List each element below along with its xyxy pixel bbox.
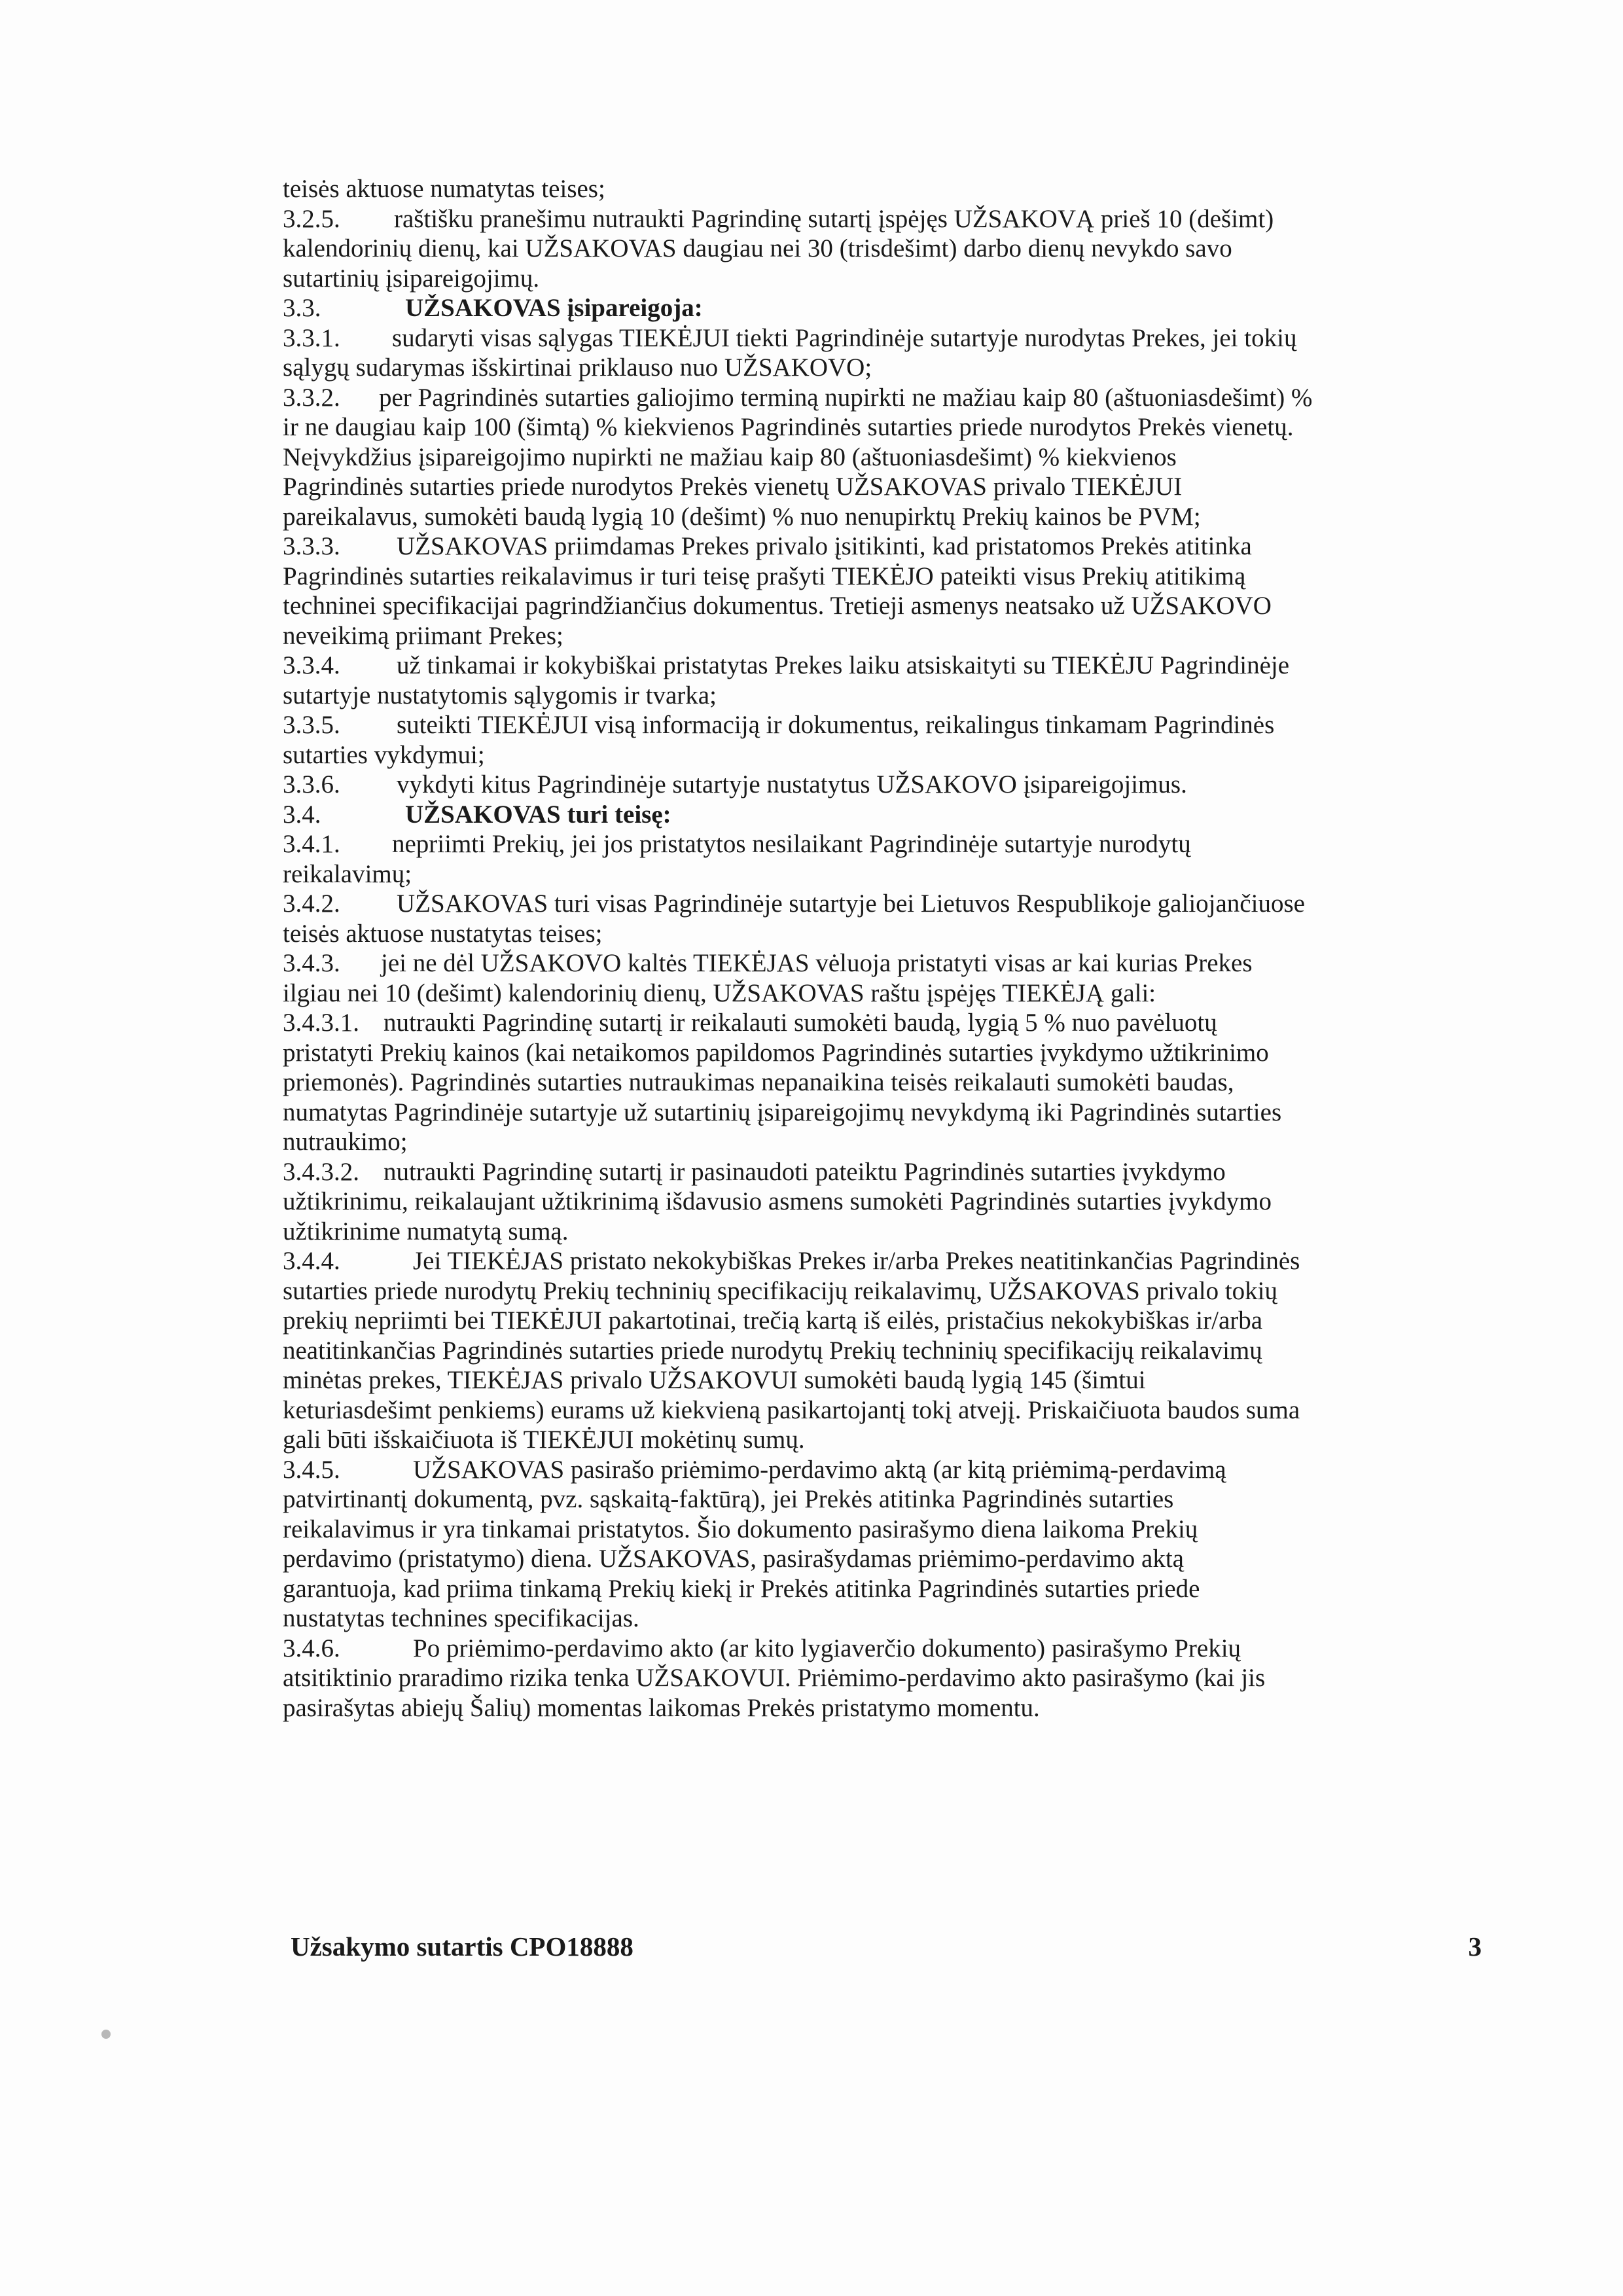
clause-text: jei ne dėl UŽSAKOVO kaltės TIEKĖJAS vėluoja pristatyti visas ar kai kurias Prekes [381, 949, 1253, 977]
clause-line [283, 1008, 1480, 1038]
clause-number: 3.3. [283, 294, 321, 322]
clause-number: 3.4.1. [283, 830, 340, 858]
clause-text: Po priėmimo-perdavimo akto (ar kito lygiaverčio dokumento) pasirašymo Prekių [413, 1634, 1241, 1662]
clause-number: 3.4.3.2. [283, 1157, 359, 1186]
clause-text: reikalavimų; [283, 859, 412, 888]
text-line [283, 1604, 1480, 1634]
clause-text: suteikti TIEKĖJUI visą informaciją ir dokumentus, reikalingus tinkamam Pagrindinės [397, 711, 1275, 739]
clause-text: sutarties priede nurodytų Prekių techninių specifikacijų reikalavimų, UŽSAKOVAS privalo tokių [283, 1276, 1277, 1305]
clause-text: sutarties vykdymui; [283, 740, 485, 769]
clause-text: sutartyje nustatytomis sąlygomis ir tvarka; [283, 681, 717, 709]
text-line [283, 412, 1480, 442]
text-line [283, 1276, 1480, 1306]
clause-text: keturiasdešimt penkiems) eurams už kiekvieną pasikartojantį tokį atvejį. Priskaičiuota baudos suma [283, 1395, 1300, 1424]
clause-text: sutartinių įsipareigojimų. [283, 264, 540, 293]
clause-text: raštišku pranešimu nutraukti Pagrindinę sutartį įspėjęs UŽSAKOVĄ prieš 10 (dešimt) [394, 204, 1274, 233]
clause-number: 3.4.6. [283, 1634, 340, 1662]
clause-text: UŽSAKOVAS priimdamas Prekes privalo įsitikinti, kad pristatomos Prekės atitinka [397, 532, 1252, 560]
clause-text: ilgiau nei 10 (dešimt) kalendorinių dienų, UŽSAKOVAS raštu įspėjęs TIEKĖJĄ gali: [283, 978, 1156, 1007]
clause-line [283, 1157, 1480, 1187]
clause-text: teisės aktuose nustatytas teises; [283, 919, 603, 948]
clause-text: vykdyti kitus Pagrindinėje sutartyje nustatytus UŽSAKOVO įsipareigojimus. [397, 770, 1187, 798]
clause-text: Pagrindinės sutarties priede nurodytos Prekės vienetų UŽSAKOVAS privalo TIEKĖJUI [283, 473, 1183, 501]
clause-line [283, 383, 1480, 413]
clause-text: nustatytas technines specifikacijas. [283, 1604, 639, 1632]
text-line [283, 1395, 1480, 1426]
clause-number: 3.3.1. [283, 323, 340, 352]
clause-text: užtikrinime numatytą sumą. [283, 1217, 569, 1246]
text-line [283, 1038, 1480, 1068]
clause-line [283, 1246, 1480, 1276]
text-line [283, 1544, 1480, 1574]
clause-text: techninei specifikacijai pagrindžiančius dokumentus. Tretieji asmenys neatsako už UŽSAKOVO [283, 592, 1272, 620]
scan-speck [101, 2030, 111, 2039]
clause-text: užtikrinimu, reikalaujant užtikrinimą išdavusio asmens sumokėti Pagrindinės sutarties įvykdymo [283, 1187, 1272, 1215]
clause-line [283, 710, 1480, 740]
clause-text: pristatyti Prekių kainos (kai netaikomos papildomos Pagrindinės sutarties įvykdymo užtikrinimo [283, 1038, 1269, 1067]
clause-line [283, 531, 1480, 562]
text-line [283, 472, 1480, 502]
clause-text: prekių nepriimti bei TIEKĖJUI pakartotinai, trečią kartą iš eilės, pristačius nekokybiškas ir/arba [283, 1306, 1263, 1335]
clause-text: teisės aktuose numatytas teises; [283, 175, 605, 203]
clause-text: kalendorinių dienų, kai UŽSAKOVAS daugiau nei 30 (trisdešimt) darbo dienų nevykdo savo [283, 234, 1232, 262]
clause-line [283, 800, 1480, 830]
clause-number: 3.4.3.1. [283, 1009, 359, 1037]
clause-text: pareikalavus, sumokėti baudą lygią 10 (dešimt) % nuo nenupirktų Prekių kainos be PVM; [283, 502, 1201, 531]
text-line [283, 1663, 1480, 1693]
clause-text: UŽSAKOVAS turi visas Pagrindinėje sutartyje bei Lietuvos Respublikoje galiojančiuose [397, 889, 1305, 918]
clause-number: 3.4.2. [283, 889, 340, 918]
text-line [283, 264, 1480, 294]
clause-number: 3.4. [283, 800, 321, 829]
clause-number: 3.3.4. [283, 651, 340, 679]
clause-number: 3.3.5. [283, 711, 340, 739]
clause-number: 3.2.5. [283, 204, 340, 233]
text-line [283, 859, 1480, 889]
clause-text: Pagrindinės sutarties reikalavimus ir turi teisę prašyti TIEKĖJO pateikti visus Prekių atitikimą [283, 562, 1246, 590]
clause-text: nepriimti Prekių, jei jos pristatytos nesilaikant Pagrindinėje sutartyje nurodytų [392, 830, 1191, 858]
clause-text: garantuoja, kad priima tinkamą Prekių kiekį ir Prekės atitinka Pagrindinės sutarties priede [283, 1574, 1200, 1603]
text-line [283, 1574, 1480, 1604]
clause-number: 3.4.4. [283, 1247, 340, 1275]
text-line [283, 1425, 1480, 1455]
text-line [283, 1306, 1480, 1336]
clause-line [283, 829, 1480, 859]
clause-text: patvirtinantį dokumentą, pvz. sąskaitą-faktūrą), jei Prekės atitinka Pagrindinės sutarties [283, 1485, 1174, 1513]
text-line [283, 1217, 1480, 1247]
clause-text: neveikimą priimant Prekes; [283, 621, 563, 650]
text-line [283, 1365, 1480, 1395]
section-heading: UŽSAKOVAS įsipareigoja: [405, 294, 703, 322]
clause-text: už tinkamai ir kokybiškai pristatytas Prekes laiku atsiskaityti su TIEKĖJU Pagrindinėje [397, 651, 1290, 679]
clause-text: sąlygų sudarymas išskirtinai priklauso nuo UŽSAKOVO; [283, 353, 872, 382]
clause-line [283, 770, 1480, 800]
text-line [283, 442, 1480, 473]
page-number: 3 [1468, 1931, 1482, 1962]
text-line [283, 234, 1480, 264]
text-line [283, 740, 1480, 770]
text-line [283, 1098, 1480, 1128]
clause-text: ir ne daugiau kaip 100 (šimtą) % kiekvienos Pagrindinės sutarties priede nurodytos Prekės vienetų. [283, 413, 1294, 441]
clause-number: 3.3.2. [283, 383, 340, 412]
clause-text: sudaryti visas sąlygas TIEKĖJUI tiekti Pagrindinėje sutartyje nurodytas Prekes, jei tokių [392, 323, 1297, 352]
clause-number: 3.3.3. [283, 532, 340, 560]
clause-number: 3.3.6. [283, 770, 340, 798]
clause-line [283, 889, 1480, 919]
clause-text: nutraukimo; [283, 1128, 408, 1156]
text-line [283, 591, 1480, 621]
section-heading: UŽSAKOVAS turi teisę: [405, 800, 671, 829]
text-line [283, 1127, 1480, 1157]
clause-text: minėtas prekes, TIEKĖJAS privalo UŽSAKOVUI sumokėti baudą lygią 145 (šimtui [283, 1366, 1146, 1394]
clause-text: Jei TIEKĖJAS pristato nekokybiškas Prekes ir/arba Prekes neatitinkančias Pagrindinės [413, 1247, 1300, 1275]
text-line [283, 1515, 1480, 1545]
clause-text: perdavimo (pristatymo) diena. UŽSAKOVAS, pasirašydamas priėmimo-perdavimo aktą [283, 1545, 1184, 1573]
clause-number: 3.4.5. [283, 1455, 340, 1484]
document-body [283, 174, 1480, 1723]
clause-line [283, 1634, 1480, 1664]
text-line [283, 621, 1480, 651]
footer-title: Užsakymo sutartis CPO18888 [291, 1931, 633, 1962]
clause-text: atsitiktinio praradimo rizika tenka UŽSAKOVUI. Priėmimo-perdavimo akto pasirašymo (kai jis [283, 1664, 1266, 1692]
text-line [283, 1067, 1480, 1098]
clause-text: pasirašytas abiejų Šalių) momentas laikomas Prekės pristatymo momentu. [283, 1693, 1040, 1722]
clause-line [283, 651, 1480, 681]
clause-text: neatitinkančias Pagrindinės sutarties priede nurodytų Prekių techninių specifikacijų reikalavimų [283, 1336, 1262, 1365]
clause-line [283, 1455, 1480, 1485]
clause-line [283, 948, 1480, 978]
clause-text: gali būti išskaičiuota iš TIEKĖJUI mokėtinų sumų. [283, 1426, 805, 1454]
text-line [283, 174, 1480, 204]
text-line [283, 562, 1480, 592]
text-line [283, 1693, 1480, 1723]
clause-text: nutraukti Pagrindinę sutartį ir reikalauti sumokėti baudą, lygią 5 % nuo pavėluotų [383, 1009, 1217, 1037]
text-line [283, 1187, 1480, 1217]
clause-text: priemonės). Pagrindinės sutarties nutraukimas nepanaikina teisės reikalauti sumokėti baudas, [283, 1068, 1234, 1096]
text-line [283, 978, 1480, 1009]
text-line [283, 353, 1480, 383]
clause-text: per Pagrindinės sutarties galiojimo terminą nupirkti ne mažiau kaip 80 (aštuoniasdešimt) % [379, 383, 1313, 412]
text-line [283, 502, 1480, 532]
clause-text: reikalavimus ir yra tinkamai pristatytos. Šio dokumento pasirašymo diena laikoma Prekių [283, 1515, 1198, 1543]
text-line [283, 1484, 1480, 1515]
text-line [283, 1336, 1480, 1366]
clause-line [283, 204, 1480, 234]
clause-text: UŽSAKOVAS pasirašo priėmimo-perdavimo aktą (ar kitą priėmimą-perdavimą [413, 1455, 1226, 1484]
clause-text: Neįvykdžius įsipareigojimo nupirkti ne mažiau kaip 80 (aštuoniasdešimt) % kiekvienos [283, 442, 1177, 471]
clause-text: numatytas Pagrindinėje sutartyje už sutartinių įsipareigojimų nevykdymą iki Pagrindinės sutarties [283, 1098, 1282, 1126]
clause-number: 3.4.3. [283, 949, 340, 977]
text-line [283, 919, 1480, 949]
text-line [283, 681, 1480, 711]
clause-line [283, 293, 1480, 323]
clause-line [283, 323, 1480, 353]
clause-text: nutraukti Pagrindinę sutartį ir pasinaudoti pateiktu Pagrindinės sutarties įvykdymo [383, 1157, 1226, 1186]
